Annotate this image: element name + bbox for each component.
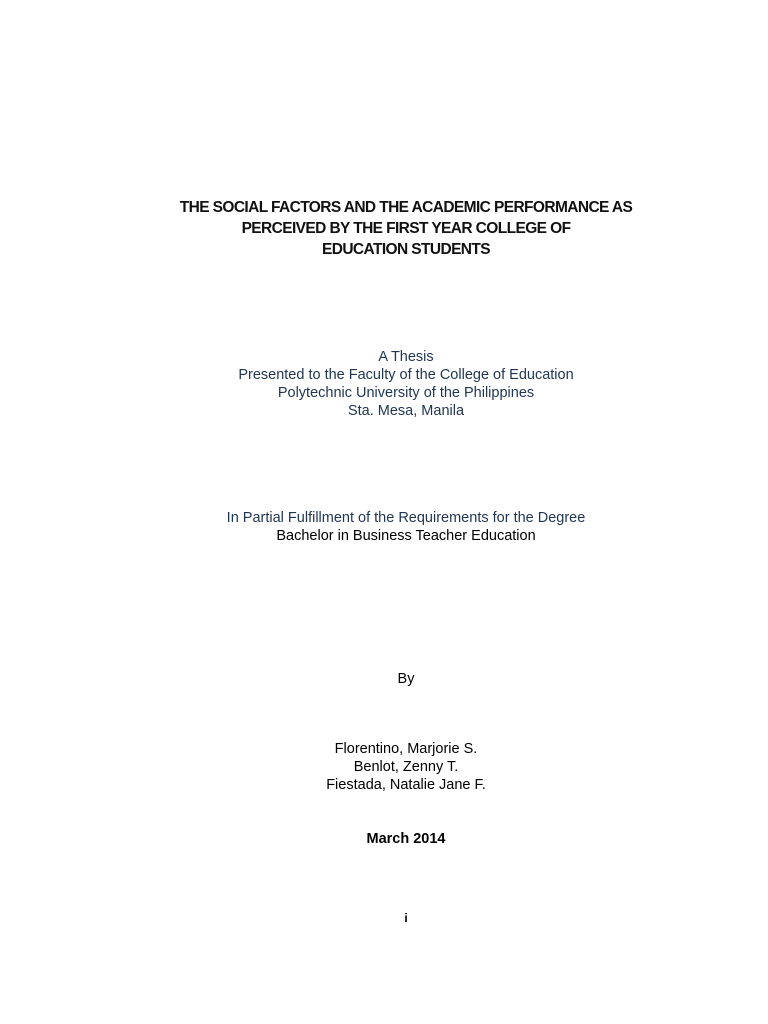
degree-fulfillment	[0, 509, 768, 545]
page-number-text: i	[404, 911, 408, 925]
author-name: Florentino, Marjorie S.	[334, 741, 478, 757]
degree-line: Bachelor in Business Teacher Education	[276, 528, 536, 544]
thesis-title-line-2: PERCEIVED BY THE FIRST YEAR COLLEGE OF	[241, 220, 571, 237]
author-name: Fiestada, Natalie Jane F.	[326, 777, 486, 793]
by-text: By	[397, 671, 415, 687]
page-number	[0, 910, 768, 926]
author-name: Benlot, Zenny T.	[353, 759, 459, 775]
thesis-title-line-3: EDUCATION STUDENTS	[321, 241, 491, 258]
fulfillment-line: In Partial Fulfillment of the Requirements for the Degree	[226, 510, 586, 526]
presented-to-line: Presented to the Faculty of the College of Education	[238, 367, 574, 383]
thesis-presentation	[0, 348, 768, 420]
date-text: March 2014	[366, 831, 446, 847]
location-line: Sta. Mesa, Manila	[347, 403, 465, 419]
by-label	[0, 670, 768, 688]
university-line: Polytechnic University of the Philippines	[277, 385, 535, 401]
submission-date	[0, 830, 768, 848]
author-list	[0, 740, 768, 794]
thesis-label: A Thesis	[378, 349, 434, 365]
thesis-title-line-1: THE SOCIAL FACTORS AND THE ACADEMIC PERFORMANCE AS	[179, 199, 633, 216]
thesis-title	[0, 197, 768, 260]
